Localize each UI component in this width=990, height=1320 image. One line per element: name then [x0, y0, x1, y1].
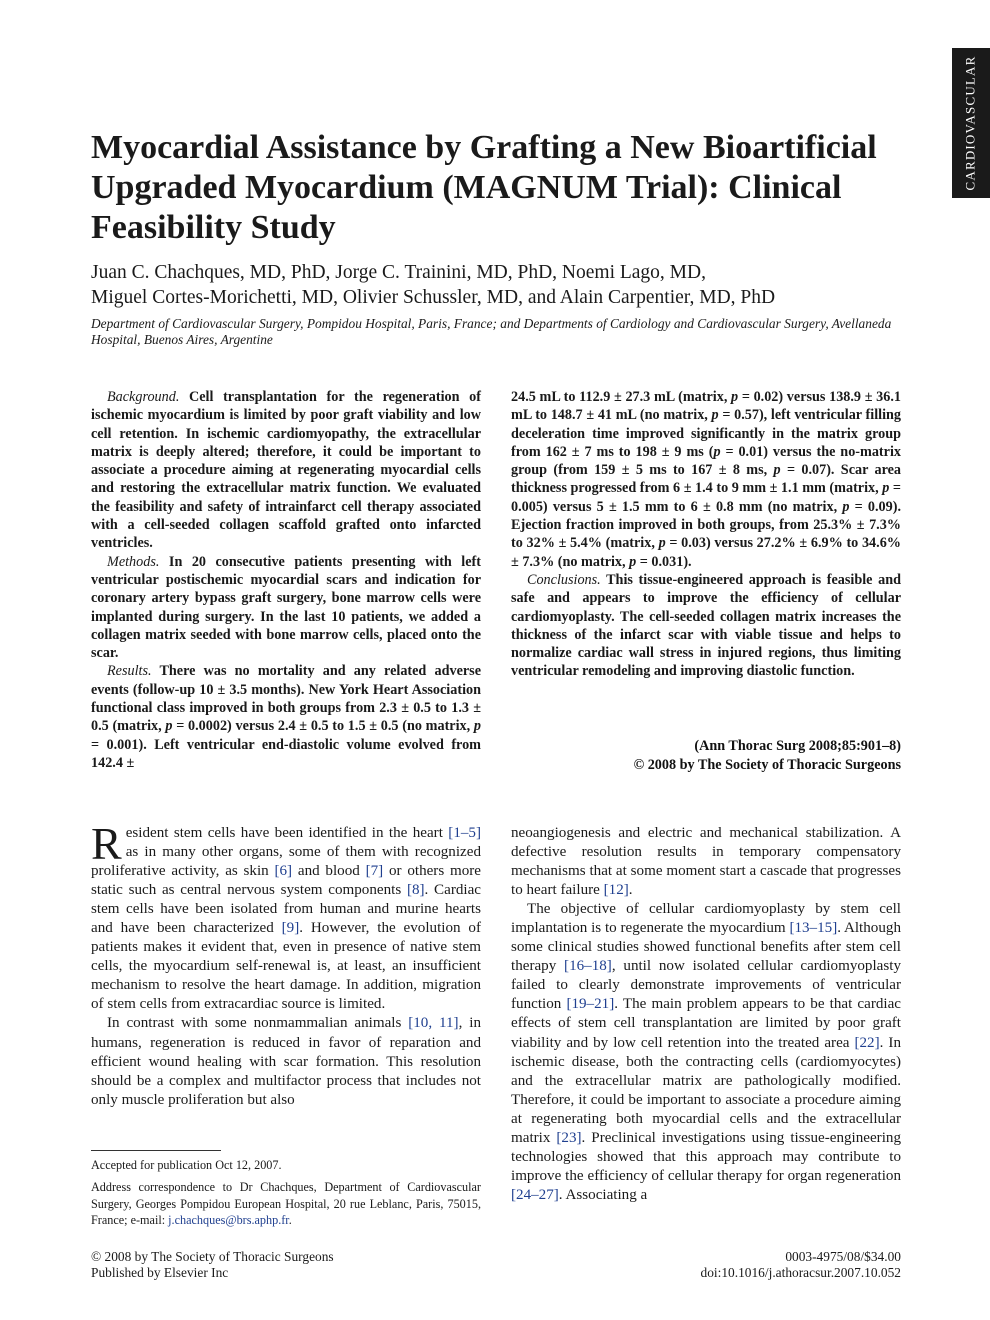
author-line-1: Juan C. Chachques, MD, PhD, Jorge C. Trainini, MD, PhD, Noemi Lago, MD, — [91, 262, 706, 283]
abstract-column-left — [91, 388, 481, 772]
reference-link[interactable]: [22] — [854, 1034, 880, 1051]
section-tab — [952, 48, 990, 198]
footnote-accepted: Accepted for publication Oct 12, 2007. — [91, 1158, 282, 1172]
reference-link[interactable]: [12] — [603, 882, 629, 899]
reference-link[interactable]: [16–18] — [564, 958, 612, 975]
footnote-correspondence: Address correspondence to Dr Chachques, Department of Cardiovascular Surgery, Georges Pompidou European Hospital, 20 rue Leblanc, Paris, 75015, France; e-mail: j.chachques@brs.aphp.fr. — [91, 1180, 481, 1227]
body-paragraph: neoangiogenesis and electric and mechanical stabilization. A defective resolution results in temporary compensatory mechanisms that at some moment start a cascade that progresses to heart failure [12]. — [511, 825, 901, 899]
reference-link[interactable]: [7] — [365, 863, 384, 880]
body-paragraph: Resident stem cells have been identified in the heart [1–5] as in many other organs, some of them with recognized proliferative activity, as skin [6] and blood [7] or others more static such as central nervous system components [8]. Cardiac stem cells have been isolated from human and murine hearts and have been characterized [9]. However, the evolution of patients makes it evident that, even in presence of native stem cells, the myocardium self-renewal is, at least, an insufficient mechanism to resolve the heart damage. In addition, migration of stem cells from extracardiac source is limited. — [91, 818, 481, 1013]
footer-issn: 0003-4975/08/$34.00 — [785, 1249, 901, 1264]
footer-doi: doi:10.1016/j.athoracsur.2007.10.052 — [700, 1265, 901, 1280]
body-paragraph: In contrast with some nonmammalian animals [10, 11], in humans, regeneration is reduced in favor of reparation and efficient wound healing with scar formation. This resolution should be a complex and multifactor process that includes not only muscle proliferation but also — [91, 1015, 481, 1108]
journal-citation — [511, 737, 901, 775]
abstract-label-conclusions: Conclusions. — [527, 571, 601, 588]
section-tab-label: CARDIOVASCULAR — [963, 55, 978, 191]
reference-link[interactable]: [8] — [406, 882, 425, 899]
reference-link[interactable]: [1–5] — [448, 825, 481, 841]
body-paragraph: The objective of cellular cardiomyoplasty by stem cell implantation is to regenerate the myocardium [13–15]. Although some clinical studies showed functional benefits after stem cell therapy [16–18], until now isolated cellular cardiomyoplasty failed to clearly demonstrate improvements of ventricular function [19–21]. The main problem appears to be that cardiac effects of stem cell transplantation are limited by poor graft viability and by low cell retention into the treated area [22]. In ischemic disease, both the contracting cells (cardiomyocytes) and the extracellular matrix are pathologically modified. Therefore, it could be important to associate a procedure aiming at regenerating both myocardial cells and the extracellular matrix [23]. Preclinical investigations using tissue-engineering technologies showed that this approach may contribute to improve the efficiency of cellular therapy for organ regeneration [24–27]. Associating a — [511, 901, 901, 1203]
footer-copyright: © 2008 by The Society of Thoracic Surgeons — [91, 1249, 334, 1264]
reference-link[interactable]: [24–27] — [511, 1186, 559, 1203]
abstract-label-methods: Methods. — [107, 553, 160, 570]
affiliation: Department of Cardiovascular Surgery, Pompidou Hospital, Paris, France; and Departments of Cardiology and Cardiovascular Surgery, Avellaneda Hospital, Buenos Aires, Argentine — [91, 316, 892, 347]
abstract-column-right — [511, 388, 901, 681]
footer-publisher: Published by Elsevier Inc — [91, 1265, 229, 1280]
journal-reference: (Ann Thorac Surg 2008;85:901–8) — [694, 738, 901, 754]
body-column-left — [91, 818, 481, 1110]
drop-cap: R — [91, 818, 122, 869]
author-line-2: Miguel Cortes-Morichetti, MD, Olivier Schussler, MD, and Alain Carpentier, MD, PhD — [91, 287, 776, 308]
abstract-methods: Methods. In 20 consecutive patients presenting with left ventricular postischemic myocardial scars and indication for coronary artery bypass graft surgery, bone marrow cells were implanted during surgery. In the last 10 patients, we added a collagen matrix seeded with bone marrow cells, placed onto the scar. — [91, 553, 481, 662]
reference-link[interactable]: [10, 11] — [408, 1015, 459, 1032]
abstract-copyright: © 2008 by The Society of Thoracic Surgeons — [633, 757, 901, 773]
body-column-right — [511, 824, 901, 1205]
abstract-label-results: Results. — [107, 663, 152, 680]
reference-link[interactable]: [19–21] — [566, 996, 615, 1013]
abstract-results-continued: 24.5 mL to 112.9 ± 27.3 mL (matrix, p = 0.02) versus 138.9 ± 36.1 mL to 148.7 ± 41 mL (no matrix, p = 0.57), left ventricular filling deceleration time improved significantly in the matrix group from 162 ± 7 ms to 198 ± 9 ms (p = 0.01) versus the no-matrix group (from 159 ± 5 ms to 167 ± 8 ms, p = 0.07). Scar area thickness progressed from 6 ± 1.4 to 9 mm ± 1.1 mm (matrix, p = 0.005) versus 5 ± 1.5 mm to 6 ± 0.8 mm (no matrix, p = 0.09). Ejection fraction improved in both groups, from 25.3% ± 7.3% to 32% ± 5.4% (matrix, p = 0.03) versus 27.2% ± 6.9% to 34.6% ± 7.3% (no matrix, p = 0.031). — [511, 389, 901, 570]
email-link[interactable]: j.chachques@brs.aphp.fr — [168, 1213, 289, 1227]
abstract-results: Results. There was no mortality and any related adverse events (follow-up 10 ± 3.5 months). New York Heart Association functional class improved in both groups from 2.3 ± 0.5 to 1.3 ± 0.5 (matrix, p = 0.0002) versus 2.4 ± 0.5 to 1.5 ± 0.5 (no matrix, p = 0.001). Left ventricular end-diastolic volume evolved from 142.4 ± — [91, 663, 481, 771]
abstract-conclusions: Conclusions. This tissue-engineered approach is feasible and safe and appears to improve the efficiency of cellular cardiomyoplasty. The cell-seeded collagen matrix increases the thickness of the infarct scar with viable tissue and helps to normalize cardiac wall stress in injured regions, thus limiting ventricular remodeling and improving diastolic function. — [511, 571, 901, 680]
reference-link[interactable]: [9] — [281, 920, 300, 937]
footer-right — [600, 1249, 901, 1281]
reference-link[interactable]: [6] — [274, 863, 293, 880]
reference-link[interactable]: [13–15] — [789, 920, 838, 937]
article-title: Myocardial Assistance by Grafting a New Bioartificial Upgraded Myocardium (MAGNUM Trial): Clinical Feasibility Study — [91, 129, 877, 246]
abstract-background: Background. Cell transplantation for the regeneration of ischemic myocardium is limited by poor graft viability and low cell retention. In ischemic cardiomyopathy, the extracellular matrix is deeply altered; therefore, it could be important to associate a procedure aiming at regenerating myocardial cells and restoring the extracellular matrix function. We evaluated the feasibility and safety of intrainfarct cell therapy associated with a cell-seeded collagen scaffold grafted onto infarcted ventricles. — [91, 389, 481, 552]
footer-left — [91, 1249, 334, 1281]
reference-link[interactable]: [23] — [556, 1129, 582, 1146]
footnote-divider — [91, 1150, 221, 1151]
author-list — [91, 260, 911, 310]
abstract-label-background: Background. — [107, 389, 180, 405]
